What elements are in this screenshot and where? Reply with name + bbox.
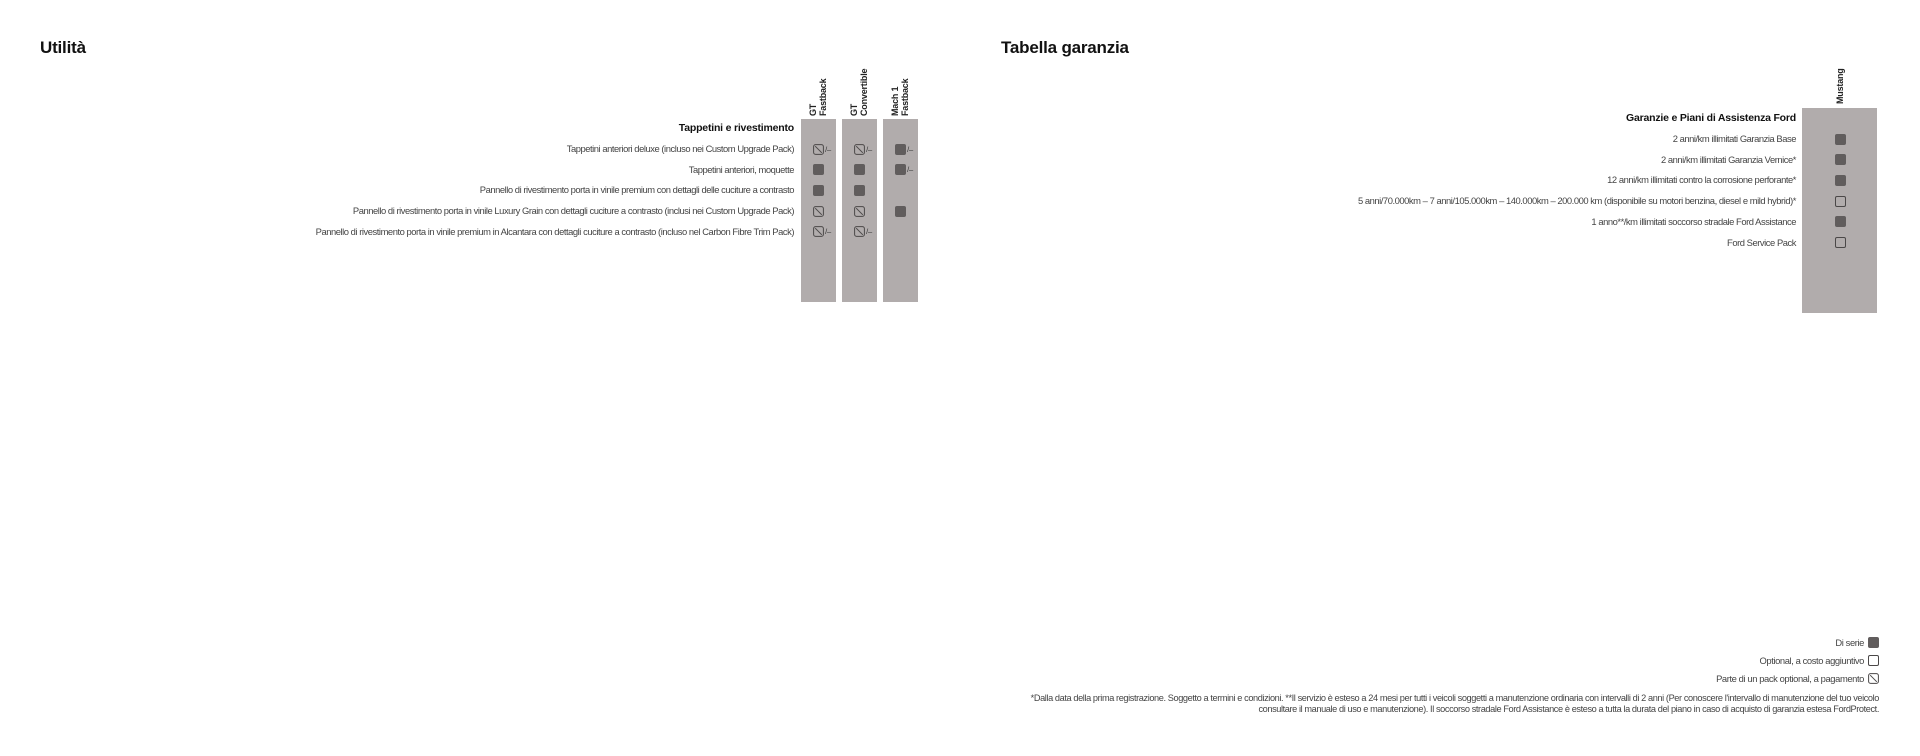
pack-slash-icon	[813, 206, 824, 217]
cell-suffix: /–	[866, 227, 872, 237]
utilita-cell	[845, 204, 873, 218]
footnote-line-2: consultare il manuale di uso e manutenzione). Il soccorso stradale Ford Assistance è esteso a tutta la durata del piano in caso di acquisto di garanzia estesa FordProtect.	[1258, 704, 1879, 714]
garanzia-cell	[1826, 194, 1854, 208]
pack-slash-icon	[813, 226, 824, 237]
utilita-cell	[804, 183, 832, 197]
legend	[1479, 637, 1879, 687]
standard-square-icon	[895, 144, 906, 155]
standard-square-icon	[813, 185, 824, 196]
optional-square-icon	[1835, 237, 1846, 248]
standard-square-icon	[854, 164, 865, 175]
column-header-gt-convertible: GT Convertible	[849, 68, 869, 116]
optional-square-icon	[1835, 196, 1846, 207]
garanzia-row-label: Ford Service Pack	[1727, 236, 1796, 248]
utilita-cell	[890, 142, 918, 156]
garanzia-row-label: 2 anni/km illimitati Garanzia Base	[1672, 133, 1796, 144]
standard-square-icon	[895, 164, 906, 175]
utilita-row-label: Tappetini anteriori, moquette	[688, 163, 794, 175]
pack-slash-icon	[813, 144, 824, 155]
legend-pack-label: Parte di un pack optional, a pagamento	[1716, 673, 1864, 684]
footnote-line-1: *Dalla data della prima registrazione. Soggetto a termini e condizioni. **Il servizio è esteso a 24 mesi per tutti i veicoli soggetti a manutenzione ordinaria con intervalli di 2 anni (Per conoscere l'intervallo di manutenzione del tuo veicolo	[1030, 693, 1879, 703]
utilita-cell	[845, 163, 873, 177]
pack-slash-icon	[1868, 673, 1879, 684]
pack-slash-icon	[854, 206, 865, 217]
utilita-cell	[804, 204, 832, 218]
cell-suffix: /–	[825, 144, 831, 154]
optional-square-icon	[1868, 655, 1879, 666]
utilita-title: Utilità	[40, 38, 86, 57]
cell-suffix: /–	[907, 165, 913, 175]
utilita-group-label: Tappetini e rivestimento	[678, 122, 794, 134]
standard-square-icon	[1835, 154, 1846, 165]
cell-suffix: /–	[825, 227, 831, 237]
standard-square-icon	[813, 164, 824, 175]
garanzia-cell	[1826, 153, 1854, 167]
garanzia-row-label: 2 anni/km illimitati Garanzia Vernice*	[1660, 153, 1796, 165]
column-header-mach1-fastback: Mach 1 Fastback	[890, 78, 910, 116]
garanzia-group-label: Garanzie e Piani di Assistenza Ford	[1626, 112, 1796, 124]
legend-pack	[1716, 673, 1879, 684]
column-header-mustang: Mustang	[1835, 68, 1845, 104]
standard-square-icon	[1868, 637, 1879, 648]
utilita-row-label: Tappetini anteriori deluxe (incluso nei Custom Upgrade Pack)	[566, 143, 794, 154]
garanzia-cell	[1826, 236, 1854, 250]
utilita-row-label: Pannello di rivestimento porta in vinile Luxury Grain con dettagli cuciture a contrasto (inclusi nei Custom Upgrade Pack)	[352, 205, 794, 217]
utilita-cell	[808, 142, 836, 156]
cell-suffix: /–	[866, 144, 872, 154]
utilita-cell	[804, 163, 832, 177]
utilita-row-label: Pannello di rivestimento porta in vinile premium in Alcantara con dettagli cuciture a contrasto (incluso nel Carbon Fibre Trim Pack)	[315, 225, 794, 237]
garanzia-title: Tabella garanzia	[1001, 38, 1129, 57]
garanzia-row-label: 12 anni/km illimitati contro la corrosione perforante*	[1607, 174, 1796, 186]
standard-square-icon	[854, 185, 865, 196]
utilita-cell	[845, 183, 873, 197]
utilita-cell	[849, 142, 877, 156]
legend-standard	[1835, 637, 1879, 648]
legend-optional	[1760, 655, 1880, 666]
garanzia-row-label: 1 anno**/km illimitati soccorso stradale Ford Assistance	[1591, 215, 1796, 227]
cell-suffix: /–	[907, 144, 913, 154]
utilita-cell	[808, 225, 836, 239]
garanzia-cell	[1826, 173, 1854, 187]
garanzia-row-label: 5 anni/70.000km – 7 anni/105.000km – 140.000km – 200.000 km (disponibile su motori benzina, diesel e mild hybrid)*	[1357, 195, 1796, 207]
standard-square-icon	[1835, 175, 1846, 186]
footnote	[979, 693, 1879, 715]
column-header-gt-fastback: GT Fastback	[808, 78, 828, 116]
standard-square-icon	[1835, 216, 1846, 227]
pack-slash-icon	[854, 226, 865, 237]
legend-standard-label: Di serie	[1835, 637, 1864, 648]
utilita-row-label: Pannello di rivestimento porta in vinile premium con dettagli delle cuciture a contrasto	[479, 184, 794, 196]
garanzia-cell	[1826, 215, 1854, 229]
legend-optional-label: Optional, a costo aggiuntivo	[1759, 655, 1864, 666]
utilita-cell	[886, 204, 914, 218]
garanzia-cell	[1826, 132, 1854, 146]
utilita-cell	[849, 225, 877, 239]
standard-square-icon	[1835, 134, 1846, 145]
standard-square-icon	[895, 206, 906, 217]
utilita-cell	[890, 163, 918, 177]
pack-slash-icon	[854, 144, 865, 155]
